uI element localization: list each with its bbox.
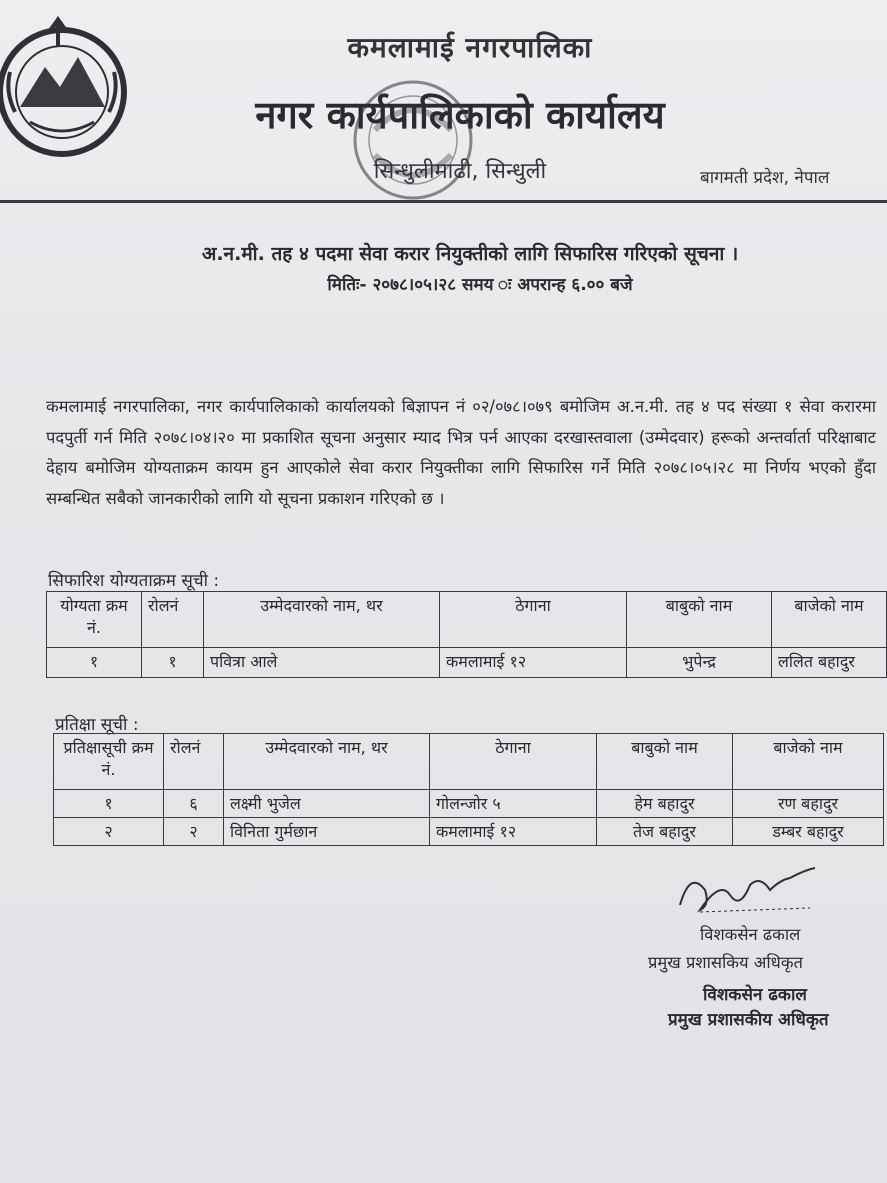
notice-body: कमलामाई नगरपालिका, नगर कार्यपालिकाको कार्यालयको बिज्ञापन नं ०२/०७८।०७९ बमोजिम अ.न.मी. तह ४ पद संख्या १ सेवा करारमा पदपुर्ती गर्न मिति २०७८।०४।२० मा प्रकाशित सूचना अनुसार म्याद भित्र पर्न आएका दरखास्तवाला (उम्मेदवार) हरूको अन्तर्वार्ता परिक्षाबाट देहाय बमोजिम योग्यताक्रम कायम हुन आएकोले सेवा करार नियुक्तीका लागि सिफारिस गर्ने मिति २०७८।०५।२८ मा निर्णय भएको हुँदा सम्बन्धित सबैको जानकारीको लागि यो सूचना प्रकाशन गरिएको छ । [46, 397, 876, 508]
column-header: प्रतिक्षासूची क्रम नं. [54, 734, 164, 790]
address-cell: गोलन्जोर ५ [430, 790, 597, 818]
province-name: बागमती प्रदेश, नेपाल [700, 168, 830, 188]
rank-cell: १ [54, 790, 164, 818]
column-header: योग्यता क्रम नं. [47, 592, 142, 648]
signer-name: विशकसेन ढकाल [700, 925, 801, 944]
father-cell: हेम बहादुर [597, 790, 733, 818]
table-header-row [54, 734, 884, 790]
column-header: ठेगाना [430, 734, 597, 790]
name-cell: पवित्रा आले [204, 648, 440, 678]
header-divider [0, 200, 887, 203]
recommended-table [46, 591, 887, 678]
name-cell: विनिता गुर्मछान [224, 818, 430, 846]
notice-date: मितिः- २०७८।०५।२८ समय ः अपरान्ह ६.०० बजे [327, 275, 633, 295]
name-cell: लक्ष्मी भुजेल [224, 790, 430, 818]
column-header: रोलनं [164, 734, 224, 790]
grandfather-cell: ललित बहादुर [772, 648, 887, 678]
office-name: नगर कार्यपालिकाको कार्यालय [255, 93, 665, 137]
grandfather-cell: डम्बर बहादुर [733, 818, 884, 846]
waiting-list-title: प्रतिक्षा सूची : [55, 715, 139, 735]
column-header: उम्मेदवारको नाम, थर [204, 592, 440, 648]
rank-cell: १ [47, 648, 142, 678]
grandfather-cell: रण बहादुर [733, 790, 884, 818]
signer-title: प्रमुख प्रशासकिय अधिकृत [648, 953, 803, 972]
column-header: बाजेको नाम [733, 734, 884, 790]
column-header: बाजेको नाम [772, 592, 887, 648]
office-stamp-icon [345, 70, 480, 210]
father-cell: तेज बहादुर [597, 818, 733, 846]
address-cell: कमलामाई १२ [430, 818, 597, 846]
table-row [54, 790, 884, 818]
notice-title: अ.न.मी. तह ४ पदमा सेवा करार नियुक्तीको लागि सिफारिस गरिएको सूचना । [201, 243, 739, 265]
municipality-emblem-icon [0, 12, 135, 162]
column-header: बाबुको नाम [627, 592, 772, 648]
rank-cell: २ [54, 818, 164, 846]
column-header: उम्मेदवारको नाम, थर [224, 734, 430, 790]
table-row [54, 818, 884, 846]
roll-cell: २ [164, 818, 224, 846]
column-header: रोलनं [142, 592, 204, 648]
signer-title-stamp: प्रमुख प्रशासकीय अधिकृत [668, 1010, 829, 1030]
waiting-table [53, 733, 884, 846]
table-header-row [47, 592, 887, 648]
office-location: सिन्धुलीमाढी, सिन्धुली [373, 159, 547, 184]
roll-cell: १ [142, 648, 204, 678]
roll-cell: ६ [164, 790, 224, 818]
signer-name-stamp: विशकसेन ढकाल [703, 985, 807, 1005]
table-row [47, 648, 887, 678]
column-header: बाबुको नाम [597, 734, 733, 790]
recommended-list-title: सिफारिश योग्यताक्रम सूची : [48, 571, 220, 591]
address-cell: कमलामाई १२ [440, 648, 627, 678]
column-header: ठेगाना [440, 592, 627, 648]
municipality-name: कमलामाई नगरपालिका [347, 31, 593, 64]
father-cell: भुपेन्द्र [627, 648, 772, 678]
signature-scribble-icon [670, 860, 820, 920]
